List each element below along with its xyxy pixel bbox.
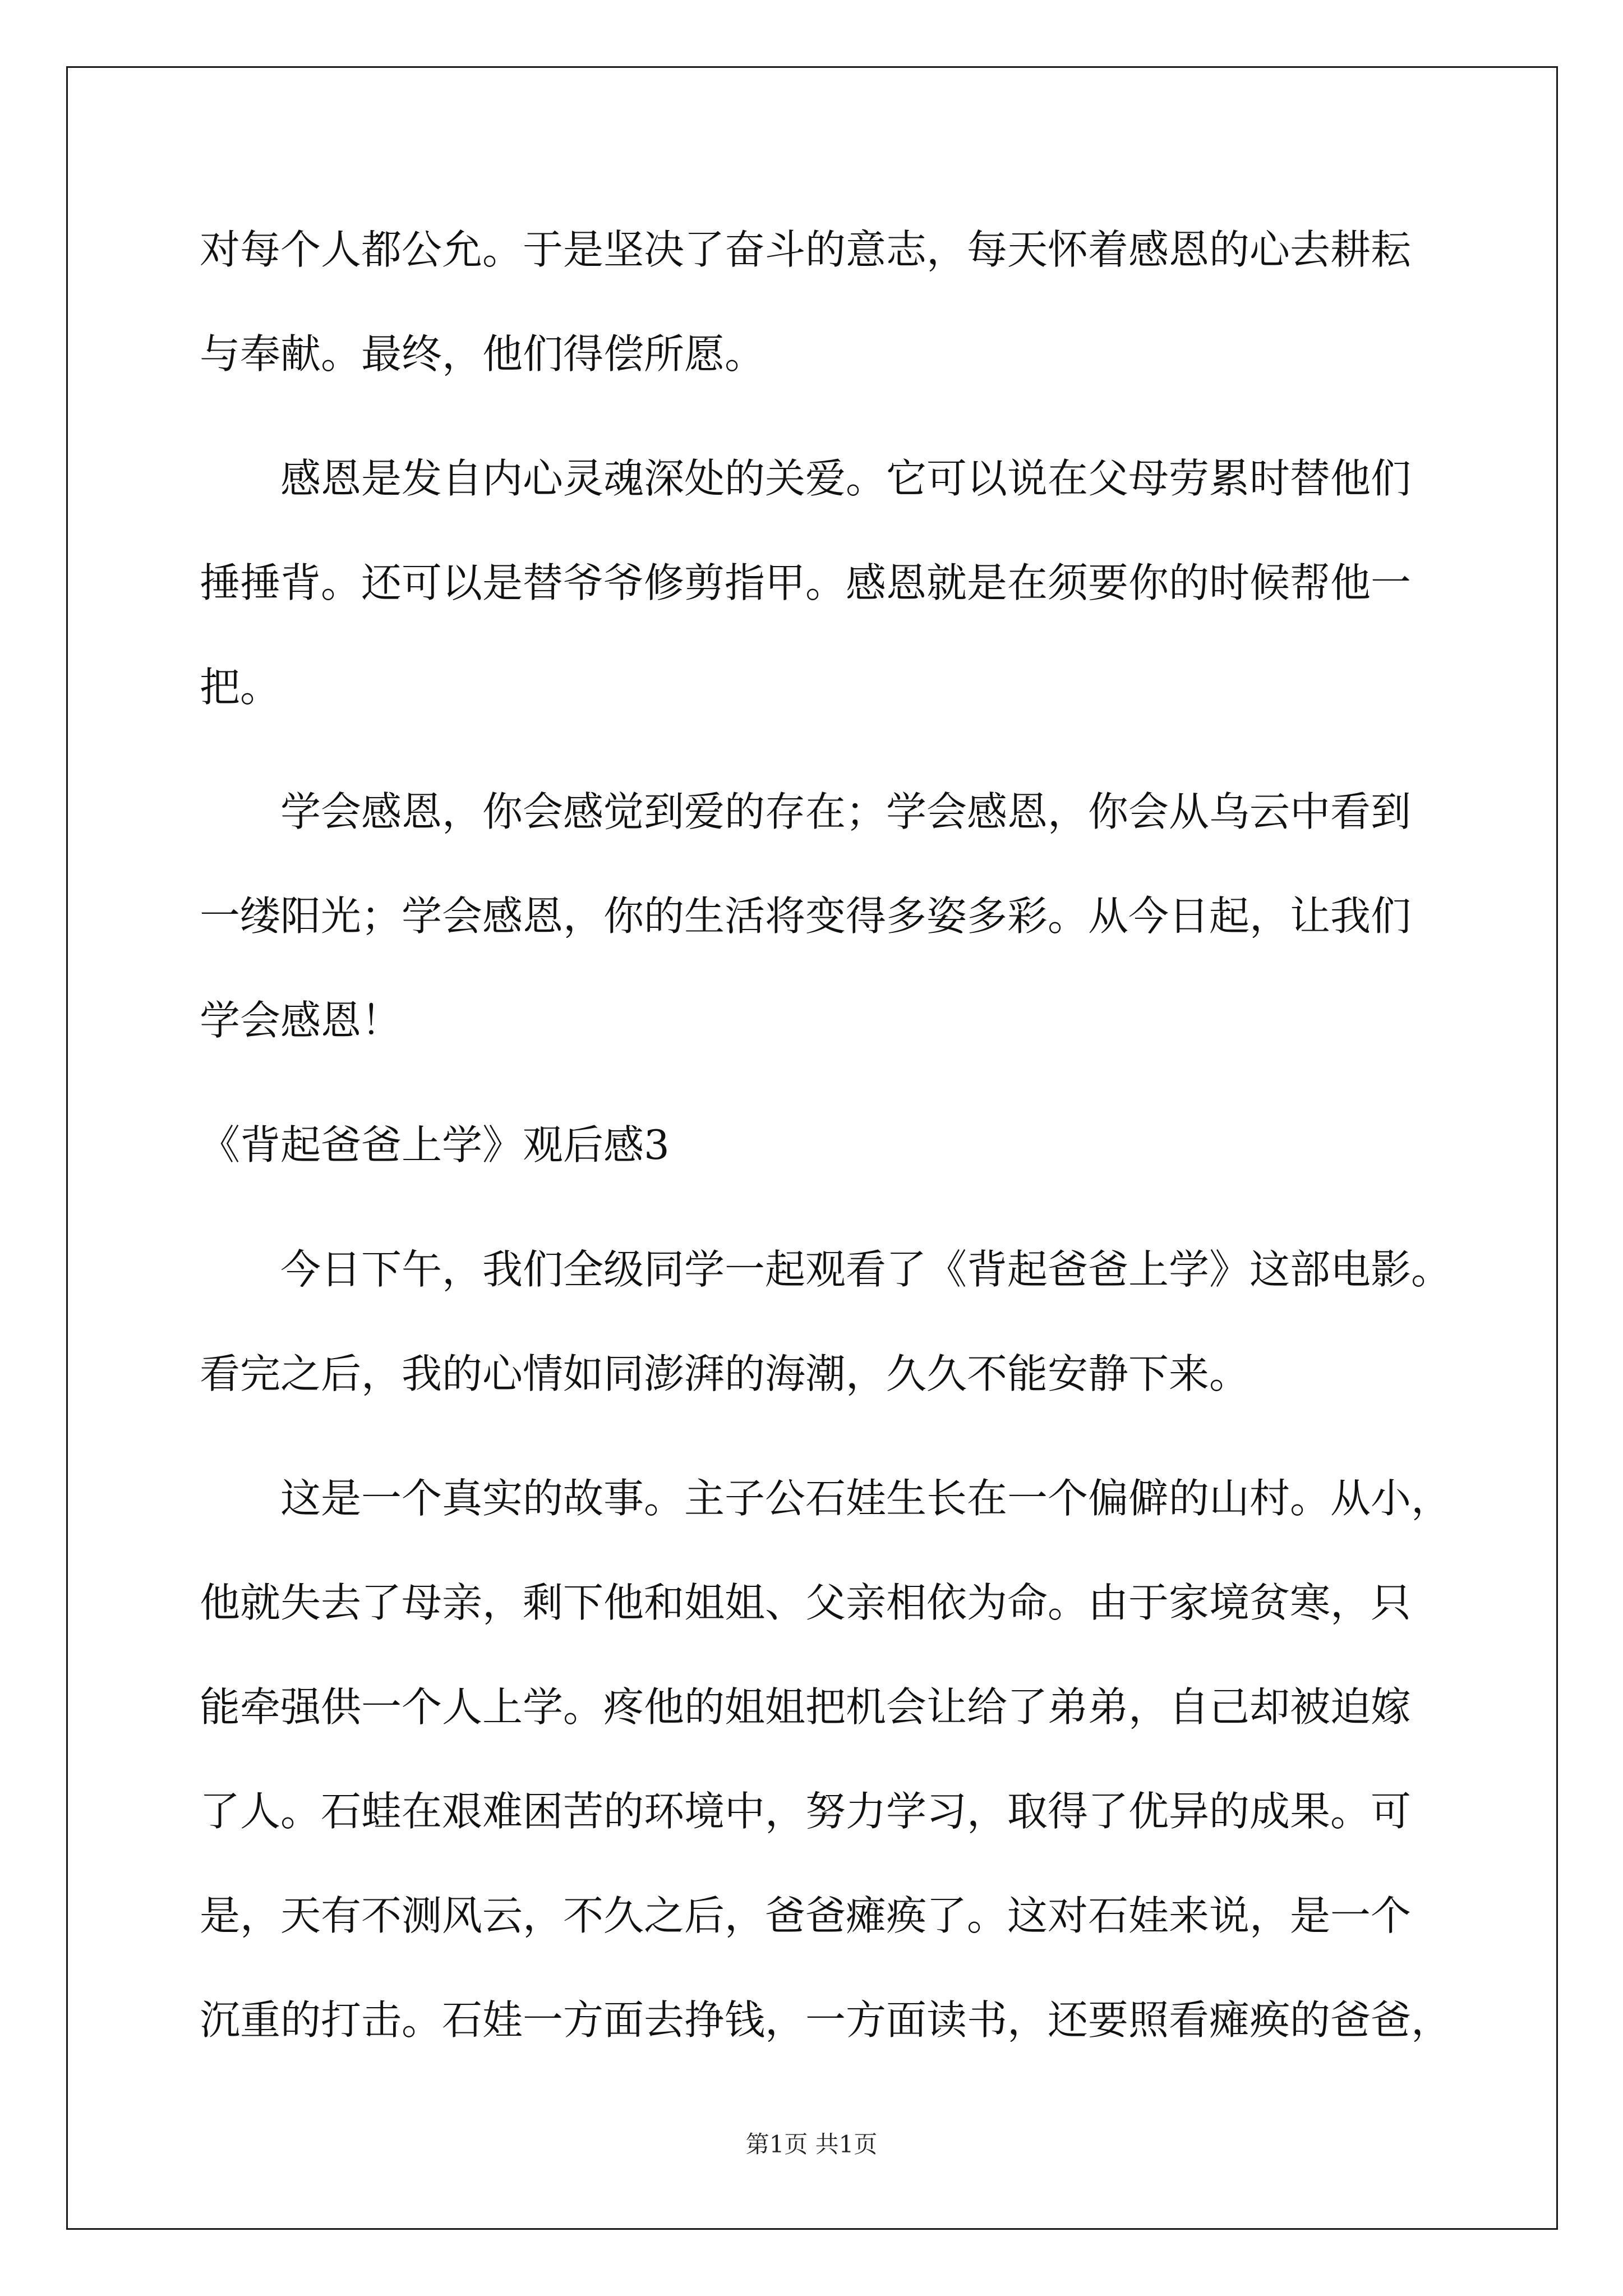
text-line: 这是一个真实的故事。主子公石娃生长在一个偏僻的山村。从小， [280, 1475, 1452, 1522]
text-line: 了人。石蛙在艰难困苦的环境中，努力学习，取得了优异的成果。可 [200, 1788, 1412, 1835]
text-line: 与奉献。最终，他们得偿所愿。 [200, 330, 766, 378]
text-line: 学会感恩！ [200, 997, 402, 1044]
section-heading-block [200, 1093, 1433, 1197]
text-line: 看完之后，我的心情如同澎湃的海潮，久久不能安静下来。 [200, 1350, 1250, 1397]
text-line: 能牵强供一个人上学。疼他的姐姐把机会让给了弟弟，自己却被迫嫁 [200, 1683, 1412, 1731]
paragraph [200, 426, 1433, 739]
paragraph [200, 197, 1433, 406]
text-line: 感恩是发自内心灵魂深处的关爱。它可以说在父母劳累时替他们 [280, 455, 1412, 502]
paragraph [200, 1446, 1452, 2072]
text-line: 今日下午，我们全级同学一起观看了《背起爸爸上学》这部电影。 [280, 1246, 1452, 1293]
text-line: 一缕阳光；学会感恩，你的生活将变得多姿多彩。从今日起，让我们 [200, 892, 1412, 940]
document-body [200, 197, 1452, 2072]
text-line: 是，天有不测风云，不久之后，爸爸瘫痪了。这对石娃来说，是一个 [200, 1892, 1412, 1939]
paragraph [200, 1217, 1452, 1426]
text-line: 沉重的打击。石娃一方面去挣钱，一方面读书，还要照看瘫痪的爸爸， [200, 1996, 1452, 2044]
text-line: 对每个人都公允。于是坚决了奋斗的意志，每天怀着感恩的心去耕耘 [200, 226, 1412, 273]
paragraph [200, 760, 1433, 1073]
text-line: 学会感恩，你会感觉到爱的存在；学会感恩，你会从乌云中看到 [280, 788, 1412, 835]
page-number-footer: 第1页 共1页 [745, 2131, 878, 2158]
text-line: 把。 [200, 664, 281, 711]
text-line: 捶捶背。还可以是替爷爷修剪指甲。感恩就是在须要你的时候帮他一 [200, 559, 1412, 606]
text-line: 他就失去了母亲，剩下他和姐姐、父亲相依为命。由于家境贫寒，只 [200, 1579, 1412, 1626]
section-heading: 《背起爸爸上学》观后感3 [200, 1121, 670, 1168]
